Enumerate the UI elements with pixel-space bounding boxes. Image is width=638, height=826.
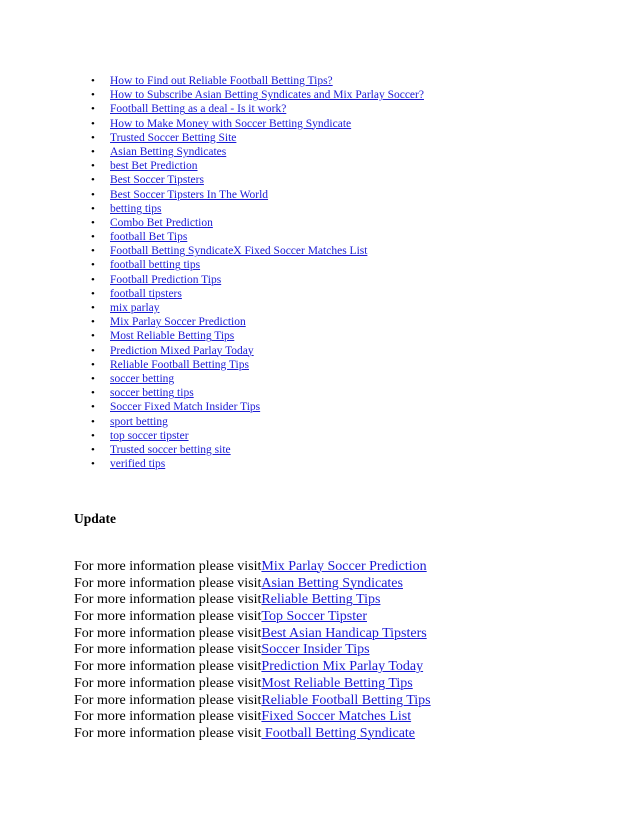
bullet-icon: • [91,216,95,229]
bullet-icon: • [91,372,95,385]
bullet-icon: • [91,160,95,173]
bullet-icon: • [91,103,95,116]
tag-link[interactable]: mix parlay [110,302,160,314]
bullet-icon: • [91,415,95,428]
bullet-icon: • [91,174,95,187]
info-prefix: For more information please visit [74,575,262,591]
list-item [91,415,424,429]
tag-link[interactable]: Most Reliable Betting Tips [110,330,235,343]
list-item [91,429,424,443]
list-item [91,372,424,386]
info-line [74,642,431,659]
tag-link[interactable]: Prediction Mixed Parlay Today [110,344,254,357]
list-item [91,386,424,400]
info-line [74,576,431,593]
list-item [91,258,424,272]
bullet-icon: • [91,231,95,244]
bullet-icon: • [91,443,95,456]
info-prefix: For more information please visit [74,609,262,625]
bullet-icon: • [91,202,95,215]
info-prefix: For more information please visit [74,725,262,741]
tag-link[interactable]: verified tips [110,458,166,471]
info-prefix: For more information please visit [74,559,262,574]
tag-link[interactable]: Soccer Fixed Match Insider Tips [110,401,261,414]
tag-link[interactable]: Trusted Soccer Betting Site [110,131,237,144]
list-item [91,358,424,372]
info-link[interactable]: Prediction Mix Parlay Today [261,659,424,675]
info-prefix: For more information please visit [74,592,262,608]
list-item [91,216,424,230]
bullet-icon: • [91,245,95,258]
info-link[interactable]: Reliable Betting Tips [261,592,381,608]
info-prefix: For more information please visit [74,675,262,691]
info-link[interactable]: Soccer Insider Tips [261,642,370,658]
tag-link[interactable]: top soccer tipster [110,429,189,442]
tag-link[interactable]: Asian Betting Syndicates [110,145,227,158]
tag-link[interactable]: betting tips [110,202,162,215]
list-item [91,102,424,116]
tag-link[interactable]: How to Find out Reliable Football Betting Tips? [110,75,333,87]
list-item [91,400,424,414]
list-item [91,301,424,315]
tag-link[interactable]: Trusted soccer betting site [110,443,231,456]
list-item [91,344,424,358]
bullet-icon: • [91,387,95,400]
list-item [91,230,424,244]
list-item [91,457,424,471]
info-prefix: For more information please visit [74,642,262,658]
bullet-icon: • [91,302,95,314]
info-link[interactable]: Football Betting Syndicate [261,725,416,741]
list-item [91,273,424,287]
list-item [91,202,424,216]
info-link[interactable]: Asian Betting Syndicates [261,575,403,591]
bullet-icon: • [91,131,95,144]
list-item [91,131,424,145]
bullet-icon: • [91,429,95,442]
list-item [91,329,424,343]
info-line [74,559,431,576]
list-item [91,159,424,173]
bullet-icon: • [91,330,95,343]
bullet-icon: • [91,75,95,87]
info-link-list [74,559,431,743]
list-item [91,74,424,88]
info-prefix: For more information please visit [74,692,262,708]
info-line [74,709,431,726]
tag-link[interactable]: Football Betting SyndicateX Fixed Soccer Matches List [110,245,368,258]
list-item [91,173,424,187]
info-line [74,626,431,643]
bullet-icon: • [91,401,95,414]
info-line [74,609,431,626]
bullet-icon: • [91,188,95,201]
list-item [91,145,424,159]
bullet-icon: • [91,358,95,371]
bullet-icon: • [91,259,95,272]
info-link[interactable]: Top Soccer Tipster [261,609,367,625]
bullet-icon: • [91,89,95,102]
info-prefix: For more information please visit [74,625,262,641]
bullet-icon: • [91,117,95,130]
bullet-icon: • [91,287,95,300]
info-link[interactable]: Mix Parlay Soccer Prediction [261,559,427,574]
bullet-icon: • [91,145,95,158]
info-link[interactable]: Best Asian Handicap Tipsters [261,625,427,641]
bullet-icon: • [91,316,95,329]
tag-link[interactable]: Football Prediction Tips [110,273,222,286]
tag-link[interactable]: Best Soccer Tipsters In The World [110,188,269,201]
list-item [91,287,424,301]
tag-link[interactable]: Reliable Football Betting Tips [110,358,249,371]
tag-link[interactable]: soccer betting [110,372,175,385]
info-prefix: For more information please visit [74,709,262,725]
info-link[interactable]: Most Reliable Betting Tips [261,675,413,691]
bullet-icon: • [91,273,95,286]
tag-link[interactable]: How to Subscribe Asian Betting Syndicates and Mix Parlay Soccer? [110,89,424,102]
tag-link[interactable]: Football Betting as a deal - Is it work? [110,103,287,116]
info-line [74,659,431,676]
list-item [91,244,424,258]
info-link[interactable]: Fixed Soccer Matches List [261,709,412,725]
bullet-icon: • [91,344,95,357]
info-line [74,592,431,609]
list-item [91,315,424,329]
tag-link[interactable]: soccer betting tips [110,387,194,400]
list-item [91,88,424,102]
tag-link[interactable]: Best Soccer Tipsters [110,174,204,187]
list-item [91,443,424,457]
info-link[interactable]: Reliable Football Betting Tips [261,692,431,708]
tag-link[interactable]: How to Make Money with Soccer Betting Syndicate [110,117,352,130]
bullet-icon: • [91,458,95,471]
tag-link[interactable]: Mix Parlay Soccer Prediction [110,316,246,329]
tag-link[interactable]: best Bet Prediction [110,160,198,173]
tag-link-list [91,74,424,471]
tag-link[interactable]: Combo Bet Prediction [110,216,213,229]
list-item [91,117,424,131]
info-line [74,676,431,693]
info-line [74,693,431,710]
info-line [74,726,431,743]
info-prefix: For more information please visit [74,659,262,675]
tag-link[interactable]: sport betting [110,415,168,428]
tag-link[interactable]: football Bet Tips [110,231,188,244]
tag-link[interactable]: football betting tips [110,259,201,272]
update-heading: Update [74,511,117,526]
tag-link[interactable]: football tipsters [110,287,182,300]
list-item [91,188,424,202]
